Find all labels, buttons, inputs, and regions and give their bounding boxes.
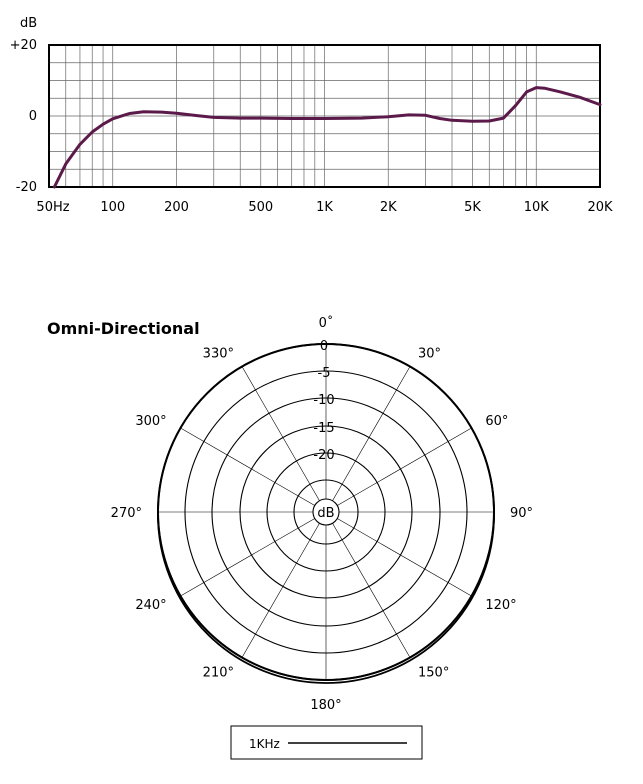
- y-axis-unit: dB: [20, 16, 38, 31]
- polar-angle-label: 240°: [135, 598, 167, 613]
- polar-ring-label: -10: [313, 393, 335, 408]
- polar-angle-label: 330°: [202, 346, 234, 362]
- polar-angle-label: 150°: [418, 665, 450, 681]
- fr-y-tick-label: 0: [28, 109, 37, 124]
- polar-title: Omni-Directional: [47, 319, 200, 338]
- fr-grid: [49, 45, 600, 187]
- polar-angle-label: 60°: [485, 414, 509, 429]
- legend-box: [231, 726, 422, 759]
- legend-label: 1KHz: [249, 737, 280, 751]
- fr-x-tick-label: 50Hz: [36, 200, 70, 215]
- fr-x-tick-label: 100: [100, 200, 126, 215]
- fr-series-line: [54, 88, 600, 187]
- fr-x-tick-label: 20K: [587, 200, 613, 215]
- polar-angle-label: 120°: [485, 598, 517, 613]
- fr-x-tick-label: 200: [164, 200, 189, 215]
- fr-x-tick-label: 5K: [464, 200, 481, 215]
- polar-angle-label: 210°: [202, 665, 234, 681]
- polar-angle-label: 90°: [510, 506, 534, 521]
- polar-angle-label: 180°: [310, 698, 342, 713]
- polar-angle-label: 300°: [135, 414, 167, 429]
- fr-x-tick-label: 1K: [316, 200, 333, 215]
- fr-x-tick-label: 2K: [379, 200, 397, 215]
- polar-angle-label: 30°: [418, 346, 442, 362]
- frequency-response-chart: [0, 0, 643, 230]
- polar-ring-label: -5: [317, 366, 331, 381]
- polar-angle-label: 0˚: [318, 316, 334, 331]
- polar-ring-label: -20: [313, 448, 335, 463]
- fr-y-tick-label: -20: [15, 180, 37, 195]
- polar-angle-label: 270°: [110, 506, 142, 521]
- polar-pattern-chart: [0, 230, 643, 784]
- fr-x-tick-label: 500: [248, 200, 274, 215]
- fr-y-tick-label: +20: [9, 38, 37, 53]
- fr-x-tick-label: 10K: [523, 200, 549, 215]
- polar-center-label: dB: [317, 506, 335, 521]
- polar-ring-label: -15: [313, 421, 335, 436]
- polar-ring-label: 0: [319, 339, 329, 354]
